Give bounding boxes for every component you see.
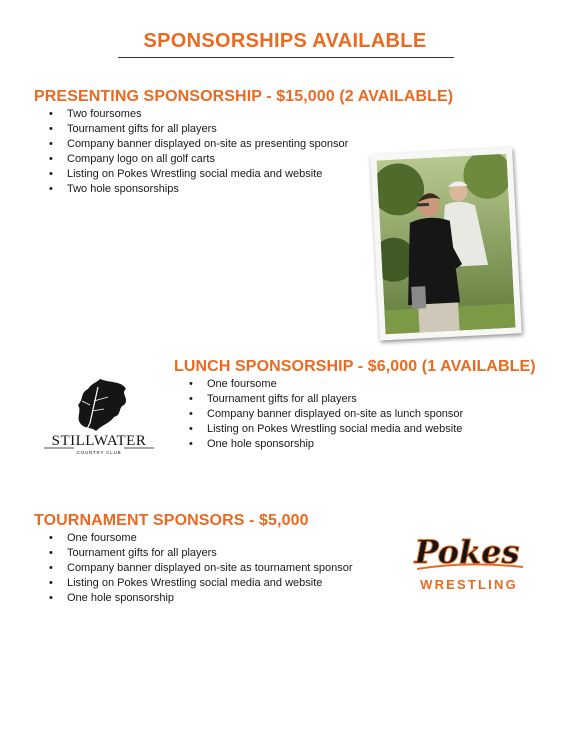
list-item: • One foursome [49,531,353,546]
title-underline [118,57,454,58]
lunch-sponsorship-list [189,377,463,452]
page-title: SPONSORSHIPS AVAILABLE [143,30,427,52]
list-item: • One hole sponsorship [49,591,353,606]
lunch-sponsorship-heading: LUNCH SPONSORSHIP - $6,000 (1 AVAILABLE) [174,358,536,375]
list-item: • Listing on Pokes Wrestling social media and website [189,422,463,437]
list-item: • Company banner displayed on-site as presenting sponsor [49,137,348,152]
list-item: • Listing on Pokes Wrestling social media and website [49,576,353,591]
pokes-wordmark: Pokes [414,533,520,571]
list-item: • Tournament gifts for all players [189,392,463,407]
presenting-sponsorship-list [49,107,348,197]
country-club-wordmark: COUNTRY CLUB [76,450,122,455]
stillwater-country-club-logo [40,375,158,457]
list-item: • Company banner displayed on-site as lunch sponsor [189,407,463,422]
golfer-photo [370,147,522,340]
pokes-wrestling-logo [405,525,530,600]
stillwater-wordmark: STILLWATER [51,433,147,449]
list-item: • Tournament gifts for all players [49,546,353,561]
pokes-wrestling-logo-graphic [405,525,530,600]
list-item: • Two foursomes [49,107,348,122]
tournament-sponsors-heading: TOURNAMENT SPONSORS - $5,000 [34,512,309,529]
wrestling-wordmark: WRESTLING [420,577,518,592]
oak-leaf-icon [40,375,158,457]
list-item: • Two hole sponsorships [49,182,348,197]
tournament-sponsors-list [49,531,353,606]
list-item: • Company banner displayed on-site as tournament sponsor [49,561,353,576]
list-item: • One hole sponsorship [189,437,463,452]
list-item: • Listing on Pokes Wrestling social media and website [49,167,348,182]
presenting-sponsorship-heading: PRESENTING SPONSORSHIP - $15,000 (2 AVAILABLE) [34,88,454,105]
list-item: • Company logo on all golf carts [49,152,348,167]
list-item: • One foursome [189,377,463,392]
list-item: • Tournament gifts for all players [49,122,348,137]
golfer-photo-image [377,154,516,335]
